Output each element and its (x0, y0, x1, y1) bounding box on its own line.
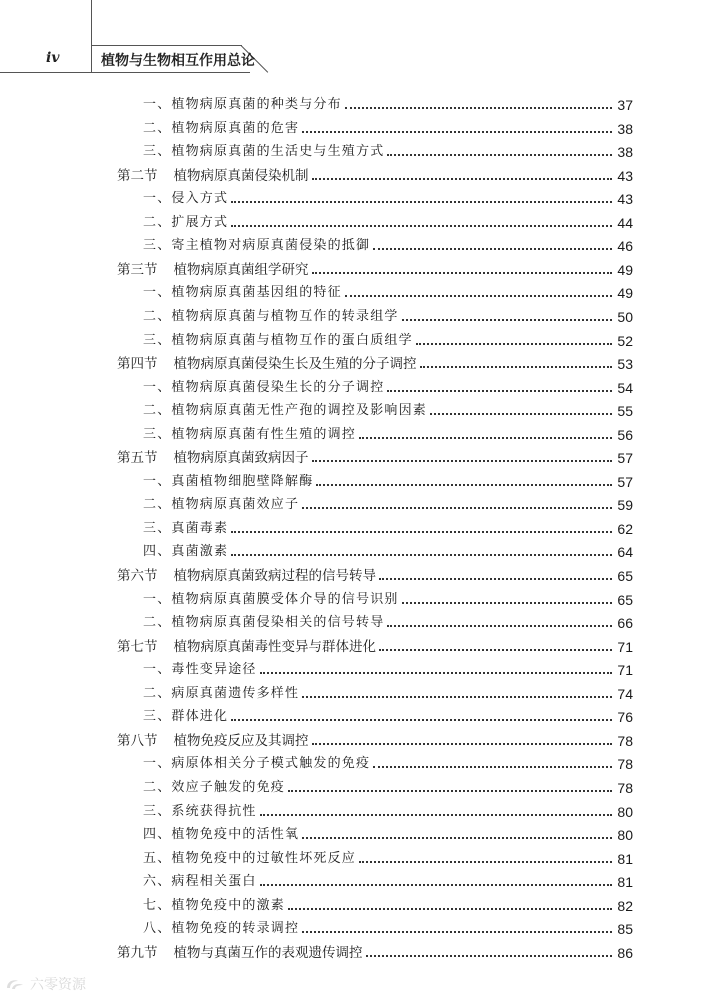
toc-entry-row (143, 519, 633, 539)
toc-entry-title: 五、植物免疫中的过敏性坏死反应 (143, 850, 357, 866)
toc-dot-leader (260, 814, 612, 816)
toc-entry-row (143, 119, 633, 139)
toc-section-row (117, 448, 633, 468)
toc-entry-title: 一、真菌植物细胞壁降解酶 (143, 473, 314, 489)
toc-section-row (117, 731, 633, 751)
toc-section-row (117, 566, 633, 586)
toc-entry-title: 二、效应子触发的免疫 (143, 779, 286, 795)
toc-dot-leader (312, 460, 613, 462)
header-rule-bottom (0, 72, 250, 73)
toc-page-number: 86 (617, 944, 633, 961)
toc-entry-row (143, 189, 633, 209)
toc-section-row (117, 260, 633, 280)
toc-page-number: 59 (617, 497, 633, 514)
toc-page-number: 38 (617, 144, 633, 161)
toc-entry-row (143, 495, 633, 515)
toc-dot-leader (420, 366, 613, 368)
toc-entry-title: 八、植物免疫的转录调控 (143, 921, 300, 937)
toc-page-number: 65 (617, 568, 633, 584)
toc-dot-leader (312, 272, 613, 274)
toc-page-number: 65 (617, 591, 633, 608)
toc-dot-leader (379, 649, 612, 651)
toc-page-number: 62 (617, 520, 633, 537)
toc-page-number: 57 (617, 450, 633, 467)
toc-entry-row (143, 872, 633, 892)
toc-entry-title: 植物与真菌互作的表观遗传调控 (173, 944, 363, 961)
toc-entry-title: 一、毒性变异途径 (143, 662, 257, 678)
toc-entry-title: 植物病原真菌致病因子 (173, 450, 309, 467)
toc-entry-row (143, 542, 633, 562)
toc-dot-leader (379, 578, 612, 580)
toc-dot-leader (416, 343, 612, 345)
toc-entry-row (143, 213, 633, 233)
toc-entry-row (143, 401, 633, 421)
toc-page-number: 64 (617, 544, 633, 561)
toc-entry-row (143, 236, 633, 256)
toc-page-number: 49 (617, 261, 633, 278)
toc-entry-row (143, 802, 633, 822)
toc-entry-row (143, 378, 633, 398)
toc-entry-title: 三、寄主植物对病原真菌侵染的抵御 (143, 238, 371, 254)
toc-dot-leader (231, 225, 612, 227)
toc-entry-title: 四、真菌激素 (143, 544, 229, 560)
toc-entry-row (143, 590, 633, 610)
toc-dot-leader (231, 531, 612, 533)
header-rule-vertical (91, 0, 92, 72)
toc-entry-title: 植物病原真菌侵染生长及生殖的分子调控 (173, 356, 417, 373)
toc-dot-leader (345, 295, 612, 297)
toc-dot-leader (359, 437, 612, 439)
toc-page-number: 71 (617, 638, 633, 655)
toc-entry-row (143, 283, 633, 303)
toc-section-row (117, 166, 633, 186)
toc-page-number: 66 (617, 615, 633, 632)
toc-dot-leader (402, 319, 612, 321)
toc-page-number: 71 (617, 662, 633, 679)
toc-entry-title: 四、植物免疫中的活性氧 (143, 827, 300, 843)
toc-page-number: 43 (617, 167, 633, 184)
running-header-title: 植物与生物相互作用总论 (101, 53, 255, 69)
toc-dot-leader (387, 390, 612, 392)
toc-entry-title: 植物病原真菌组学研究 (173, 261, 309, 278)
toc-entry-title: 植物病原真菌致病过程的信号转导 (173, 568, 376, 584)
toc-entry-row (143, 919, 633, 939)
toc-entry-row (143, 307, 633, 327)
toc-dot-leader (312, 178, 613, 180)
toc-page-number: 81 (617, 850, 633, 867)
toc-page-number: 49 (617, 285, 633, 302)
toc-section-number: 第五节 (117, 450, 158, 467)
toc-page-number: 80 (617, 803, 633, 820)
toc-entry-title: 一、侵入方式 (143, 191, 229, 207)
toc-page-number: 78 (617, 779, 633, 796)
toc-entry-title: 三、真菌毒素 (143, 520, 229, 536)
toc-entry-title: 三、植物病原真菌的生活史与生殖方式 (143, 144, 385, 160)
toc-dot-leader (302, 696, 612, 698)
toc-page-number: 78 (617, 756, 633, 773)
toc-page-number: 85 (617, 921, 633, 938)
toc-page-number: 52 (617, 332, 633, 349)
toc-page-number: 50 (617, 308, 633, 325)
toc-entry-title: 三、植物病原真菌有性生殖的调控 (143, 426, 357, 442)
toc-page-number: 78 (617, 732, 633, 749)
toc-page-number: 82 (617, 897, 633, 914)
toc-dot-leader (312, 743, 613, 745)
toc-section-number: 第九节 (117, 944, 158, 961)
toc-page-number: 80 (617, 827, 633, 844)
toc-page-number: 56 (617, 426, 633, 443)
toc-dot-leader (288, 790, 612, 792)
toc-entry-row (143, 896, 633, 916)
toc-page-number: 57 (617, 473, 633, 490)
toc-dot-leader (430, 413, 612, 415)
toc-entry-row (143, 778, 633, 798)
toc-entry-row (143, 472, 633, 492)
header-rule-top (91, 45, 242, 46)
toc-entry-title: 一、植物病原真菌侵染生长的分子调控 (143, 379, 385, 395)
toc-entry-title: 二、病原真菌遗传多样性 (143, 685, 300, 701)
toc-entry-title: 二、植物病原真菌无性产孢的调控及影响因素 (143, 403, 428, 419)
toc-entry-title: 三、群体进化 (143, 709, 229, 725)
toc-entry-title: 一、植物病原真菌的种类与分布 (143, 97, 342, 112)
toc-section-number: 第四节 (117, 356, 158, 373)
toc-entry-title: 三、植物病原真菌与植物互作的蛋白质组学 (143, 332, 413, 348)
toc-dot-leader (231, 554, 612, 556)
toc-entry-title: 二、扩展方式 (143, 214, 229, 230)
toc-entry-title: 二、植物病原真菌效应子 (143, 497, 300, 513)
toc-entry-title: 六、病程相关蛋白 (143, 874, 257, 890)
toc-dot-leader (373, 248, 612, 250)
toc-entry-row (143, 660, 633, 680)
toc-dot-leader (387, 625, 612, 627)
toc-entry-row (143, 849, 633, 869)
toc-entry-title: 一、植物病原真菌膜受体介导的信号识别 (143, 591, 399, 607)
toc-entry-title: 一、植物病原真菌基因组的特征 (143, 285, 342, 301)
toc-dot-leader (288, 908, 612, 910)
toc-page-number: 55 (617, 403, 633, 420)
toc-section-number: 第六节 (117, 568, 158, 584)
toc-page-number: 38 (617, 120, 633, 137)
toc-dot-leader (402, 602, 612, 604)
watermark (4, 974, 86, 994)
watermark-text: 六零资源 (30, 977, 86, 993)
toc-section-number: 第八节 (117, 732, 158, 749)
toc-page-number: 81 (617, 874, 633, 891)
toc-entry-title: 植物免疫反应及其调控 (173, 732, 309, 749)
toc-dot-leader (302, 931, 612, 933)
toc-page-number: 37 (617, 97, 633, 113)
toc-entry-row (143, 707, 633, 727)
toc-page-number: 46 (617, 238, 633, 255)
toc-entry-title: 二、植物病原真菌侵染相关的信号转导 (143, 615, 385, 631)
toc-page-number: 54 (617, 379, 633, 396)
toc-entry-title: 植物病原真菌毒性变异与群体进化 (173, 638, 376, 655)
toc-entry-row (143, 754, 633, 774)
watermark-logo-icon (4, 976, 26, 992)
toc-section-row (117, 637, 633, 657)
toc-entry-row (143, 684, 633, 704)
toc-entry-row (143, 95, 633, 115)
toc-entry-title: 二、植物病原真菌的危害 (143, 120, 300, 136)
toc-entry-row (143, 142, 633, 162)
toc-entry-title: 三、系统获得抗性 (143, 803, 257, 819)
toc-dot-leader (302, 131, 612, 133)
toc-section-number: 第七节 (117, 638, 158, 655)
toc-dot-leader (366, 955, 613, 957)
toc-dot-leader (302, 507, 612, 509)
toc-page-number: 53 (617, 356, 633, 373)
toc-page-number: 74 (617, 685, 633, 702)
toc-dot-leader (260, 672, 612, 674)
toc-dot-leader (231, 201, 612, 203)
toc-dot-leader (316, 484, 612, 486)
toc-section-number: 第二节 (117, 167, 158, 184)
toc-dot-leader (231, 719, 612, 721)
toc-entry-title: 七、植物免疫中的激素 (143, 897, 286, 913)
toc-page-number: 76 (617, 709, 633, 726)
toc-entry-row (143, 825, 633, 845)
toc-entry-row (143, 613, 633, 633)
toc-dot-leader (302, 837, 612, 839)
toc-dot-leader (387, 154, 612, 156)
page-number: iv (46, 50, 60, 66)
toc-page-number: 43 (617, 191, 633, 208)
toc-section-row (117, 943, 633, 963)
toc-section-number: 第三节 (117, 261, 158, 278)
toc-entry-title: 植物病原真菌侵染机制 (173, 167, 309, 184)
toc-page-number: 44 (617, 214, 633, 231)
toc-entry-title: 二、植物病原真菌与植物互作的转录组学 (143, 308, 399, 324)
toc-entry-row (143, 331, 633, 351)
toc-dot-leader (260, 884, 612, 886)
toc-dot-leader (345, 107, 612, 109)
toc-dot-leader (373, 766, 612, 768)
toc-entry-title: 一、病原体相关分子模式触发的免疫 (143, 756, 371, 772)
toc-section-row (117, 354, 633, 374)
toc-entry-row (143, 425, 633, 445)
toc-dot-leader (359, 861, 612, 863)
